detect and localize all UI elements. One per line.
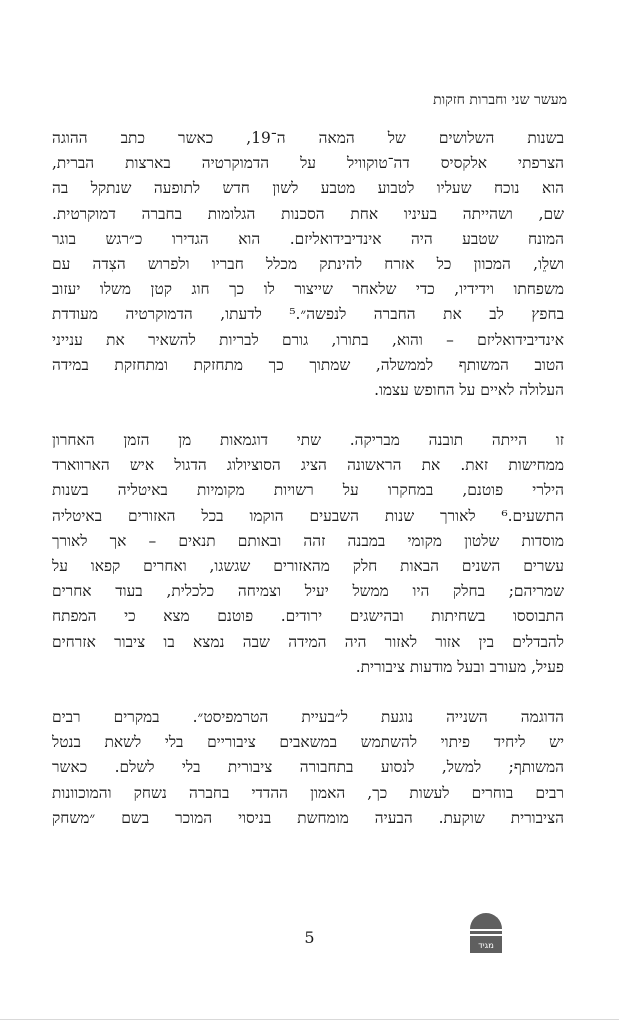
text-line: עשרים השנים הבאות חלק מהאזורים שגשגו, ואחרים קפאו על	[52, 557, 564, 575]
text-line: ממחישות זאת. את הראשונה הציג הסוציולוג הדגול איש הארווארד	[52, 456, 564, 475]
text-line: יש ליחיד פיתוי להשתמש במשאבים ציבוריים בלי לשאת בנטל	[52, 733, 564, 752]
text-line: מוסדות שלטון מקומי במבנה זהה ובאותם תנאים – אך לאורך	[52, 531, 564, 550]
text-line: שמריהם; בחלק היו ממשל יעיל וצמיחה כלכלית, בעוד אחרים	[52, 582, 564, 601]
text-line: שם, ושהייתה בעיניו אחת הסכנות הגלומות בחברה דמוקרטית.	[52, 204, 564, 223]
text-line: להבדלים בין אזור לאזור היה המידה שבה נמצא בו ציבור אזרחים	[52, 632, 564, 651]
publisher-logo	[469, 908, 503, 954]
logo-text: מגיד	[478, 941, 494, 951]
text-line: הוא נוכח שעליו לטבוע מטבע לשון חדש לתופעה שנתקל בה	[52, 179, 564, 198]
text-line: רבים בוחרים לעשות כך, האמון ההדדי בחברה נשחק והמוכוונות	[52, 783, 564, 802]
paragraph	[52, 428, 564, 680]
text-line: זו הייתה תובנה מבריקה. שתי דוגמאות מן הזמן האחרון	[52, 431, 564, 450]
text-line: בשנות השלושים של המאה ה־19, כאשר כתב ההוגה	[52, 129, 564, 147]
bottom-rule	[0, 1019, 619, 1020]
text-line: אינדיבידואליזם – והוא, בתורו, גורם לבריות להשאיר את ענייני	[52, 330, 564, 349]
text-line: המונח שטבע היה אינדיבידואליזם. הוא הגדירו כ״רגש בוגר	[52, 229, 564, 248]
text-line: העלולה לאיים על החופש עצמו.	[374, 380, 564, 399]
text-line: התשעים.⁶ לאורך שנות השבעים הוקמו בכל האזורים באיטליה	[52, 506, 564, 525]
text-line: המשותף; למשל, לנסוע בתחבורה ציבורית בלי לשלם. כאשר	[52, 758, 564, 777]
text-line: משפחתו וידידיו, כדי שלאחר שייצור לו כך חוג קטן משלו יעזוב	[52, 280, 564, 299]
page-number: 5	[304, 928, 315, 947]
body-text	[52, 126, 564, 831]
text-line: התבוססו בשחיתות ובהישגים ירודים. פוטנם מצא כי המפתח	[52, 607, 564, 626]
text-line: הצרפתי אלקסיס דה־טוקוויל על הדמוקרטיה בארצות הברית,	[52, 154, 564, 173]
paragraph	[52, 705, 564, 831]
text-line: בחפץ לב את החברה לנפשה״.⁵ לדעתו, הדמוקרטיה מעודדת	[52, 305, 564, 324]
text-line: הילרי פוטנם, במחקרו על רשויות מקומיות באיטליה בשנות	[52, 481, 564, 500]
running-head: מעשר שני וחברות חזקות	[433, 92, 567, 108]
text-line: פעיל, מעורב ובעל מודעות ציבורית.	[355, 657, 564, 676]
text-line: ושלֵו, המכוון כל אזרח להינתק מכלל חבריו ולפרוש הצִדה עם	[52, 254, 564, 273]
paragraph	[52, 126, 564, 403]
logo-band	[470, 931, 502, 934]
text-line: הציבורית שוקעת. הבעיה מומחשת בניסוי המוכר בשם ״משחק	[52, 808, 564, 827]
text-line: הדוגמה השנייה נוגעת ל״בעיית הטרמפיסט״. במקרים רבים	[52, 707, 564, 726]
text-line: הטוב המשותף לממשלה, שמתוך כך מתחזקת ומתחזקת במידה	[52, 355, 564, 374]
logo-dome	[470, 913, 502, 929]
